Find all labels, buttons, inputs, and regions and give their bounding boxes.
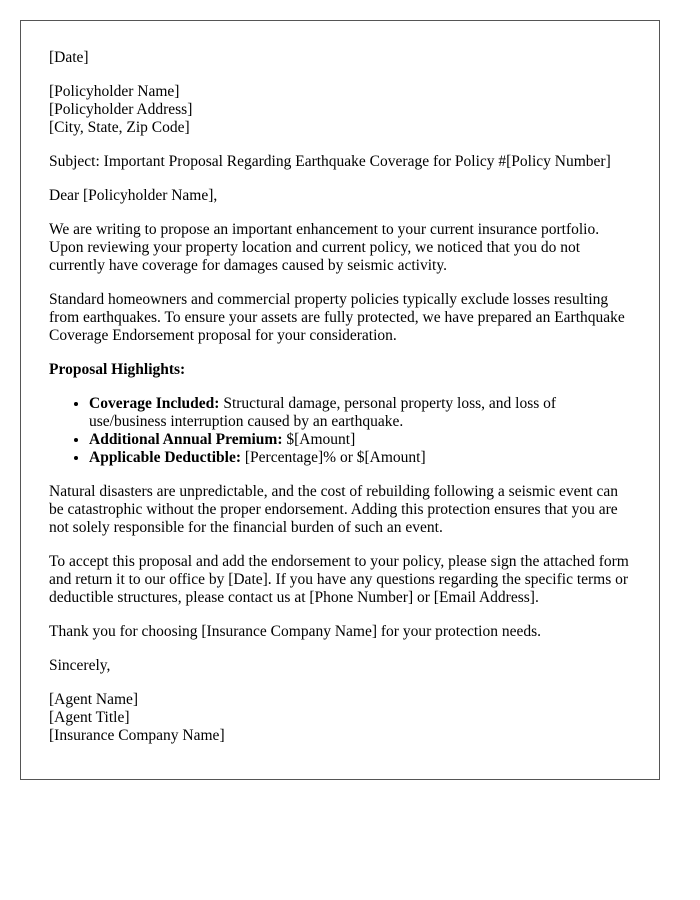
highlight-coverage-item [89,395,631,431]
highlights-list [49,395,631,467]
highlight-deductible-label: Applicable Deductible: [89,449,241,466]
letter-date: [Date] [49,49,89,66]
letter-paragraph-intro: We are writing to propose an important enhancement to your current insurance portfolio. Upon reviewing your property location and current policy, we noticed that you do not currently have coverage for damages caused by seismic activity. [49,221,600,274]
letter-page [20,20,660,780]
letter-salutation: Dear [Policyholder Name], [49,187,218,204]
letter-subject: Subject: Important Proposal Regarding Earthquake Coverage for Policy #[Policy Number] [49,153,611,170]
recipient-city-state-zip: [City, State, Zip Code] [49,119,190,136]
highlight-coverage-label: Coverage Included: [89,395,220,412]
letter-paragraph-thanks: Thank you for choosing [Insurance Company Name] for your protection needs. [49,623,541,640]
signature-agent-name: [Agent Name] [49,691,139,708]
highlight-premium-item [89,431,631,449]
highlights-heading: Proposal Highlights: [49,361,186,378]
highlight-coverage-text: Structural damage, personal property loss, and loss of use/business interruption caused by an earthquake. [89,395,557,430]
highlight-premium-text: $[Amount] [282,431,356,448]
letter-paragraph-risk: Natural disasters are unpredictable, and the cost of rebuilding following a seismic event can be catastrophic without the proper endorsement. Adding this protection ensures that you are not solely responsible for the financial burden of such an event. [49,483,619,536]
letter-paragraph-instructions: To accept this proposal and add the endorsement to your policy, please sign the attached form and return it to our office by [Date]. If you have any questions regarding the specific terms or deductible structures, please contact us at [Phone Number] or [Email Address]. [49,553,629,606]
highlight-premium-label: Additional Annual Premium: [89,431,283,448]
recipient-name: [Policyholder Name] [49,83,180,100]
letter-paragraph-exclusion: Standard homeowners and commercial property policies typically exclude losses resulting from earthquakes. To ensure your assets are fully protected, we have prepared an Earthquake Coverage Endorsement proposal for your consideration. [49,291,625,344]
recipient-address: [Policyholder Address] [49,101,193,118]
signature-company: [Insurance Company Name] [49,727,225,744]
highlight-deductible-text: [Percentage]% or $[Amount] [241,449,426,466]
highlight-deductible-item [89,449,631,467]
recipient-address-block [49,83,631,137]
signature-agent-title: [Agent Title] [49,709,130,726]
signature-block [49,691,631,745]
letter-closing: Sincerely, [49,657,111,674]
